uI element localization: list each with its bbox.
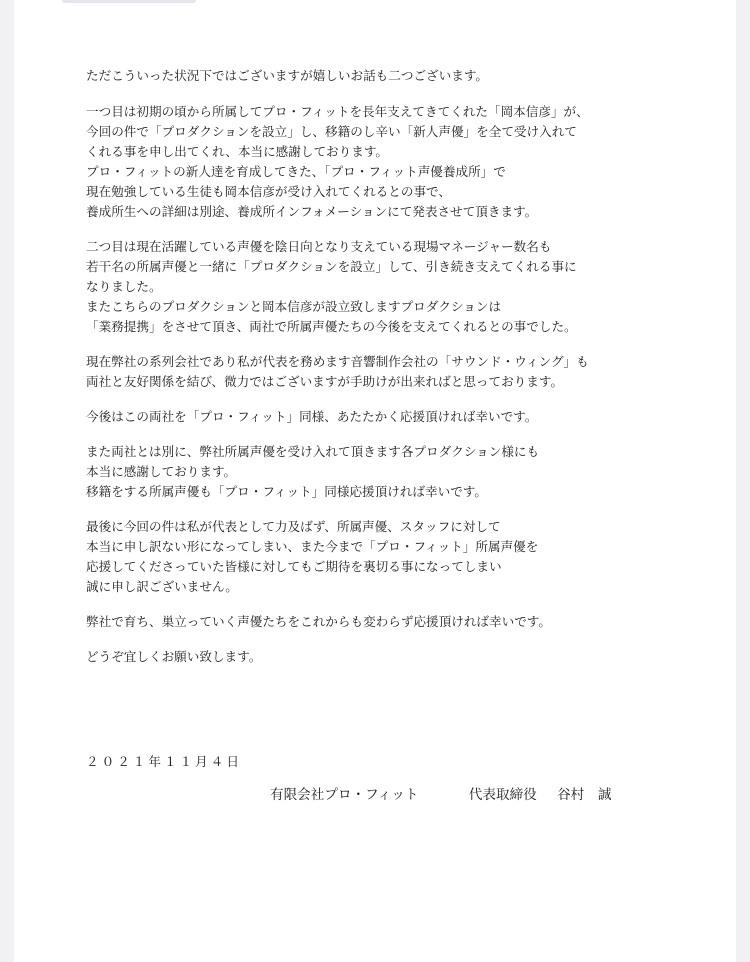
paragraph-line: 今後はこの両社を「プロ・フィット」同様、あたたかく応援頂ければ幸いです。 bbox=[86, 409, 538, 424]
letter-paragraph bbox=[86, 102, 686, 222]
paragraph-line: またこちらのプロダクションと岡本信彦が設立致しますプロダクションは bbox=[86, 299, 502, 314]
paragraph-line: 弊社で育ち、巣立っていく声優たちをこれからも変わらず応援頂ければ幸いです。 bbox=[86, 614, 551, 629]
paragraph-line: 両社と友好関係を結び、微力ではございますが手助けが出来ればと思っております。 bbox=[86, 374, 564, 389]
paragraph-line: どうぞ宜しくお願い致します。 bbox=[86, 649, 262, 664]
page-edge-tab bbox=[62, 0, 196, 3]
paragraph-line: また両社とは別に、弊社所属声優を受け入れて頂きます各プロダクション様にも bbox=[86, 444, 540, 459]
paragraph-line: 最後に今回の件は私が代表として力及ばず、所属声優、スタッフに対して bbox=[86, 519, 501, 534]
company-name: 有限会社プロ・フィット bbox=[270, 787, 419, 803]
letter-paragraph bbox=[86, 647, 686, 667]
paragraph-line: 誠に申し訳ございません。 bbox=[86, 579, 238, 594]
letter-paragraph bbox=[86, 517, 686, 597]
paragraph-line: 若干名の所属声優と一緒に「プロダクションを設立」して、引き続き支えてくれる事に bbox=[86, 259, 577, 274]
paragraph-line: 養成所生への詳細は別途、養成所インフォメーションにて発表させて頂きます。 bbox=[86, 204, 538, 219]
letter-date: ２０２１年１１月４日 bbox=[86, 754, 242, 769]
representative-name: 谷村 誠 bbox=[557, 787, 612, 803]
letter-paragraph bbox=[86, 66, 686, 86]
representative-title: 代表取締役 bbox=[468, 787, 537, 803]
paragraph-line: 一つ目は初期の頃から所属してプロ・フィットを長年支えてきてくれた「岡本信彦」が、 bbox=[86, 104, 589, 119]
letter-body bbox=[86, 66, 686, 682]
paragraph-line: 移籍をする所属声優も「プロ・フィット」同様応援頂ければ幸いです。 bbox=[86, 484, 487, 499]
paragraph-line: プロ・フィットの新人達を育成してきた、「プロ・フィット声優養成所」で bbox=[86, 164, 506, 179]
paragraph-line: 本当に申し訳ない形になってしまい、また今まで「プロ・フィット」所属声優を bbox=[86, 539, 539, 554]
paragraph-line: なりました。 bbox=[86, 279, 162, 294]
signature-line bbox=[270, 784, 611, 806]
paragraph-line: 今回の件で「プロダクションを設立」し、移籍のし辛い「新人声優」を全て受け入れて bbox=[86, 124, 577, 139]
letter-paragraph bbox=[86, 237, 686, 337]
letter-paragraph bbox=[86, 442, 686, 502]
paragraph-line: 現在勉強している生徒も岡本信彦が受け入れてくれるとの事で、 bbox=[86, 184, 451, 199]
paragraph-line: 「業務提携」をさせて頂き、両社で所属声優たちの今後を支えてくれるとの事でした。 bbox=[86, 319, 577, 334]
paragraph-line: 応援してくださっていた皆様に対してもご期待を裏切る事になってしまい bbox=[86, 559, 502, 574]
paragraph-line: 二つ目は現在活躍している声優を陰日向となり支えている現場マネージャー数名も bbox=[86, 239, 552, 254]
paragraph-line: くれる事を申し出てくれ、本当に感謝しております。 bbox=[86, 144, 388, 159]
paragraph-line: 本当に感謝しております。 bbox=[86, 464, 237, 479]
letter-paragraph bbox=[86, 407, 686, 427]
letter-paragraph bbox=[86, 352, 686, 392]
paragraph-line: 現在弊社の系列会社であり私が代表を務めます音響制作会社の「サウンド・ウィング」も bbox=[86, 354, 589, 369]
paragraph-line: ただこういった状況下ではございますが嬉しいお話も二つございます。 bbox=[86, 68, 488, 83]
letter-paragraph bbox=[86, 612, 686, 632]
